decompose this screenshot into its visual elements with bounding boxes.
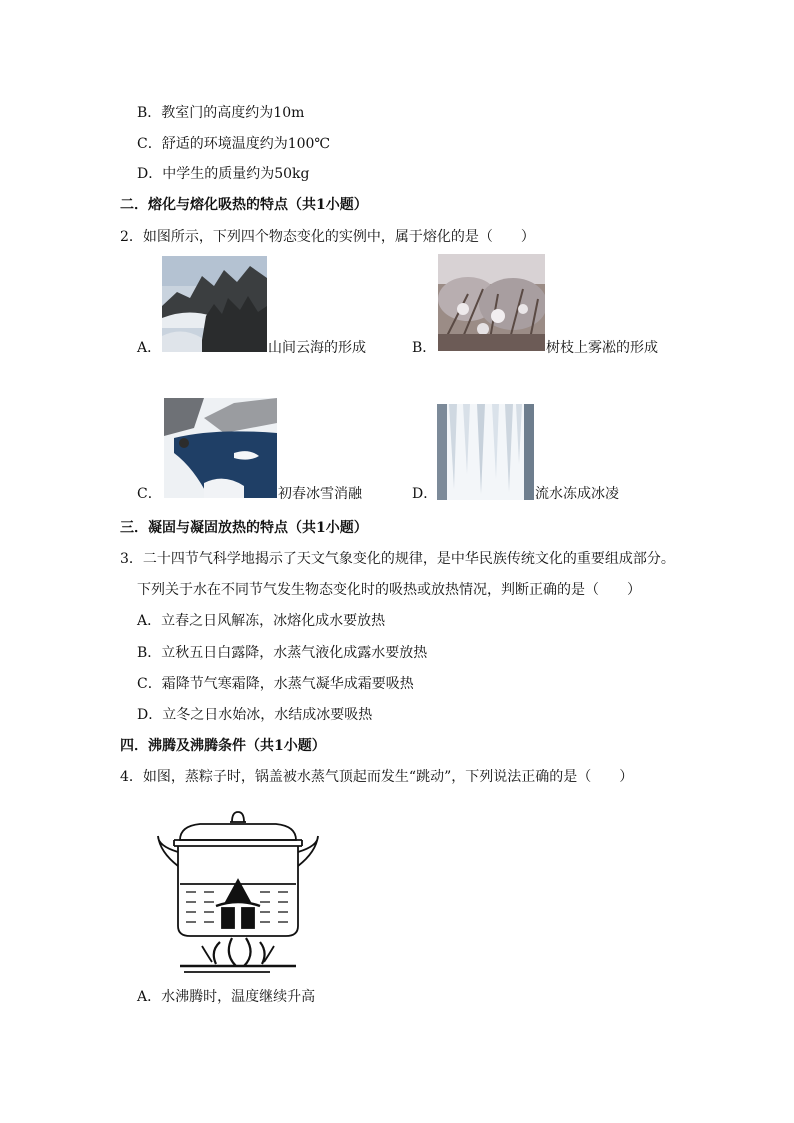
q2-option-b-caption: 树枝上雾凇的形成: [546, 340, 658, 356]
q2-stem: 2．如图所示，下列四个物态变化的实例中，属于熔化的是（ ）: [120, 229, 535, 245]
q1-option-b[interactable]: B．教室门的高度约为10m: [137, 105, 305, 121]
q2-option-c-letter[interactable]: C．: [137, 486, 162, 502]
photo-rime-on-branches: [438, 254, 545, 351]
q3-stem-line1: 3．二十四节气科学地揭示了天文气象变化的规律，是中华民族传统文化的重要组成部分。: [120, 551, 675, 567]
steamer-pot-diagram: [150, 806, 326, 976]
q2-option-d-letter[interactable]: D．: [412, 486, 438, 502]
q1-option-d[interactable]: D．中学生的质量约为50kg: [137, 166, 310, 182]
q3-option-a[interactable]: A．立春之日风解冻，冰熔化成水要放热: [137, 613, 386, 629]
q1-option-c[interactable]: C．舒适的环境温度约为100℃: [137, 136, 331, 152]
photo-icicles: [437, 404, 534, 500]
q2-option-b-letter[interactable]: B．: [412, 340, 437, 356]
q4-stem: 4．如图，蒸粽子时，锅盖被水蒸气顶起而发生“跳动”，下列说法正确的是（ ）: [120, 769, 634, 785]
q2-option-a-caption: 山间云海的形成: [268, 340, 366, 356]
q3-option-b[interactable]: B．立秋五日白露降，水蒸气液化成露水要放热: [137, 645, 428, 661]
section-heading-2: 二．熔化与熔化吸热的特点（共1小题）: [120, 197, 368, 213]
q2-option-a-letter[interactable]: A．: [137, 340, 162, 356]
photo-melting-snow-stream: [164, 398, 277, 498]
q3-option-c[interactable]: C．霜降节气寒霜降，水蒸气凝华成霜要吸热: [137, 676, 414, 692]
q2-option-d-caption: 流水冻成冰凌: [535, 486, 619, 502]
q3-option-d[interactable]: D．立冬之日水始冰，水结成冰要吸热: [137, 707, 373, 723]
photo-mountain-sea-of-clouds: [162, 256, 267, 352]
q2-option-c-caption: 初春冰雪消融: [278, 486, 362, 502]
section-heading-4: 四．沸腾及沸腾条件（共1小题）: [120, 738, 326, 754]
section-heading-3: 三．凝固与凝固放热的特点（共1小题）: [120, 520, 368, 536]
q4-option-a[interactable]: A．水沸腾时，温度继续升高: [137, 989, 316, 1005]
q3-stem-line2: 下列关于水在不同节气发生物态变化时的吸热或放热情况，判断正确的是（ ）: [137, 582, 641, 598]
